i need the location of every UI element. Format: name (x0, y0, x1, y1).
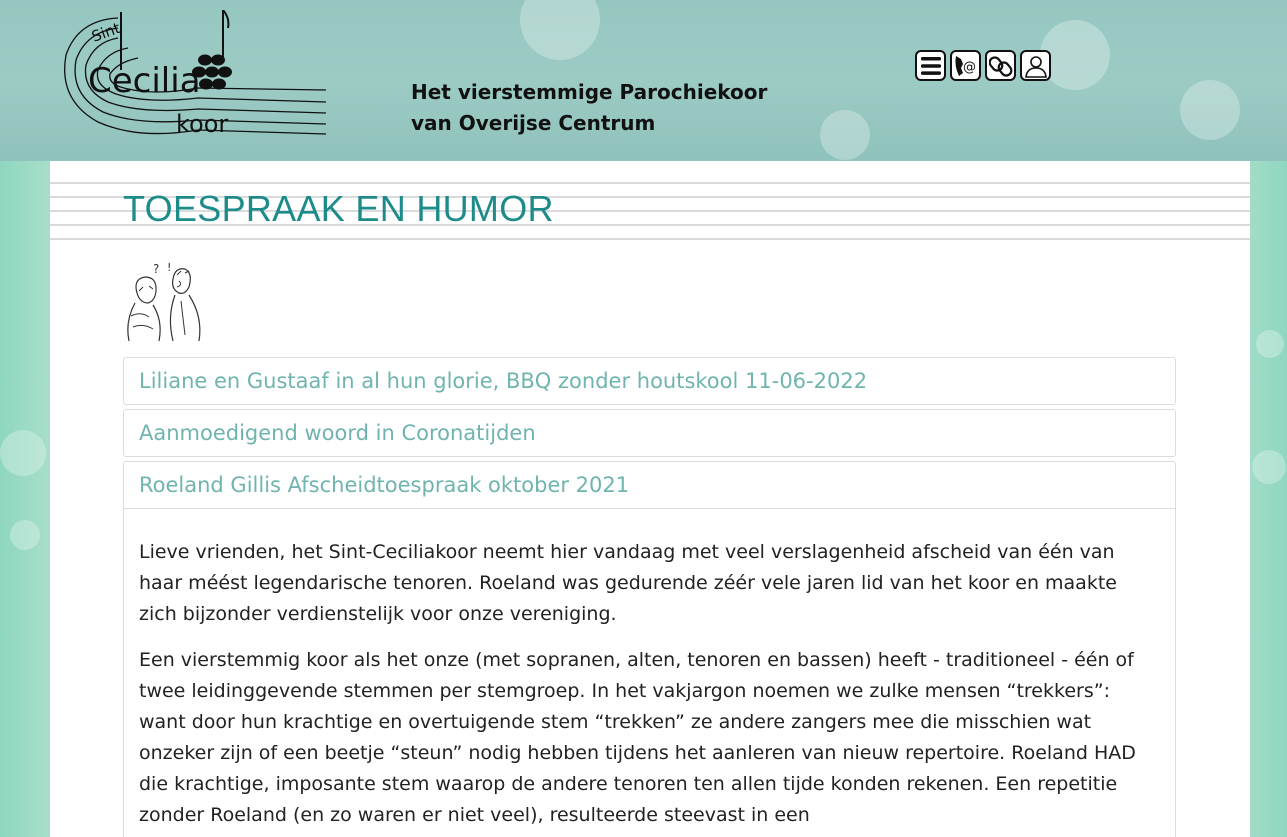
phone-email-icon (953, 53, 979, 79)
bokeh-decoration (1252, 450, 1286, 484)
bokeh-decoration (10, 520, 40, 550)
accordion-item-title[interactable]: Aanmoedigend woord in Coronatijden (139, 421, 536, 445)
menu-icon (920, 56, 942, 76)
cartoon-illustration (123, 261, 213, 343)
svg-text:!: ! (167, 261, 172, 274)
links-icon (989, 54, 1013, 78)
svg-text:?: ? (153, 262, 160, 276)
content-panel (50, 161, 1250, 837)
accordion-item-title[interactable]: Roeland Gillis Afscheidtoespraak oktober 2021 (139, 473, 630, 497)
user-icon (1024, 54, 1048, 78)
site-header (0, 0, 1287, 161)
page-title: TOESPRAAK EN HUMOR (123, 188, 554, 229)
logo-text-koor: koor (176, 110, 229, 138)
header-icon-bar (915, 50, 1051, 81)
body-paragraph: Een vierstemmig koor als het onze (met sopranen, alten, tenoren en bassen) heeft - traditioneel - één of twee leidinggevende stemmen per stemgroep. In het vakjargon noemen we zulke mensen “trekkers”: want door hun krachtige en overtuigende stem “trekken” ze andere zangers mee die misschien wat onzeker zijn of een beetje “steun” nodig hebben tijdens het aanleren van nieuw repertoire. Roeland HAD die krachtige, imposante stem waarop de andere tenoren ten allen tijde konden rekenen. Een repetitie zonder Roeland (en zo waren er niet veel), resulteerde steevast in een (139, 649, 1136, 826)
logo-text-sint: Sint (89, 18, 123, 46)
links-button[interactable] (985, 50, 1016, 81)
user-button[interactable] (1020, 50, 1051, 81)
accordion-item-body (124, 508, 1175, 831)
site-tagline (411, 77, 767, 139)
bokeh-decoration (520, 0, 600, 60)
bokeh-decoration (1256, 330, 1284, 358)
accordion-item[interactable] (123, 357, 1176, 405)
accordion-item[interactable] (123, 409, 1176, 457)
body-paragraph: Lieve vrienden, het Sint-Ceciliakoor neemt hier vandaag met veel verslagenheid afscheid van één van haar méést legendarische tenoren. Roeland was gedurende zéér vele jaren lid van het koor en maakte zich bijzonder verdienstelijk voor onze vereniging. (139, 541, 1117, 625)
contact-button[interactable] (950, 50, 981, 81)
accordion-item-expanded[interactable] (123, 461, 1176, 837)
logo-text-cecilia: Cecilia (88, 61, 201, 101)
tagline-line-2: van Overijse Centrum (411, 111, 656, 135)
choir-logo[interactable] (58, 10, 330, 140)
tagline-line-1: Het vierstemmige Parochiekoor (411, 80, 768, 104)
bokeh-decoration (0, 430, 46, 476)
bokeh-decoration (820, 110, 870, 160)
svg-text:@: @ (962, 59, 976, 75)
bokeh-decoration (1180, 80, 1240, 140)
accordion-item-title[interactable]: Liliane en Gustaaf in al hun glorie, BBQ zonder houtskool 11-06-2022 (139, 369, 868, 393)
menu-button[interactable] (915, 50, 946, 81)
